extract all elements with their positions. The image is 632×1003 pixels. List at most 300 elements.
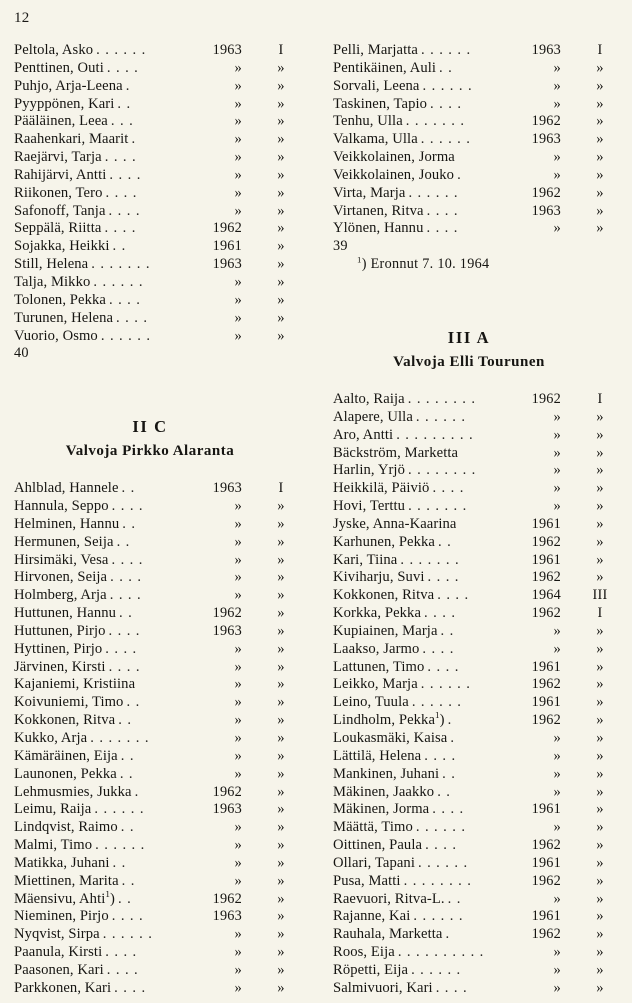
entry-name: Tolonen, Pekka . . . . <box>14 291 141 308</box>
left-list-total: 40 <box>14 345 29 362</box>
roster-entry <box>12 78 312 96</box>
entry-grade: » <box>277 819 285 836</box>
entry-name: Jyske, Anna-Kaarina <box>333 515 457 532</box>
entry-year: 1962 <box>212 220 242 237</box>
roster-entry <box>331 60 631 78</box>
roster-entry <box>331 462 631 480</box>
entry-grade: » <box>277 166 285 183</box>
entry-year: » <box>234 131 242 148</box>
entry-name: Puhjo, Arja-Leena . <box>14 77 131 94</box>
roster-entry <box>12 238 312 256</box>
entry-name: Ahlblad, Hannele . . <box>14 480 136 497</box>
leader-dots: . <box>457 166 462 183</box>
entry-name: Raejärvi, Tarja . . . . <box>14 149 137 166</box>
leader-dots: . . . . <box>111 908 144 925</box>
entry-year: » <box>553 819 561 836</box>
roster-entry <box>12 167 312 185</box>
roster-entry <box>12 980 312 998</box>
roster-entry <box>331 855 631 873</box>
entry-year: » <box>234 166 242 183</box>
leader-dots: . . . . <box>108 622 141 639</box>
leader-dots: . . . . <box>435 979 468 996</box>
entry-name: Kokkonen, Ritva . . . . <box>333 587 470 604</box>
entry-year: » <box>234 113 242 130</box>
entry-grade: » <box>596 551 604 568</box>
roster-entry <box>331 641 631 659</box>
entry-year: » <box>553 408 561 425</box>
entry-name: Seppälä, Riitta . . . . <box>14 220 137 237</box>
entry-grade: » <box>277 498 285 515</box>
leader-dots: . . . . <box>427 569 460 586</box>
entry-year: » <box>234 944 242 961</box>
entry-year: » <box>553 890 561 907</box>
entry-grade: I <box>278 42 284 58</box>
entry-year: » <box>234 77 242 94</box>
roster-entry <box>331 926 631 944</box>
roster-entry <box>12 113 312 131</box>
entry-grade: » <box>596 569 604 586</box>
roster-entry <box>331 873 631 891</box>
entry-name: Kiviharju, Suvi . . . . <box>333 569 460 586</box>
entry-name: Valkama, Ulla . . . . . . <box>333 131 471 148</box>
roster-entry <box>12 96 312 114</box>
roster-entry <box>12 569 312 587</box>
entry-name: Aro, Antti . . . . . . . . . <box>333 426 474 443</box>
spacer <box>331 274 631 328</box>
roster-entry <box>12 730 312 748</box>
entry-name: Mäkinen, Jaakko . . <box>333 783 451 800</box>
entry-year: » <box>553 730 561 746</box>
entry-grade: » <box>596 872 604 889</box>
leader-dots: . . . . <box>432 480 465 497</box>
roster-entry <box>331 801 631 819</box>
leader-dots: . . . . <box>109 587 142 604</box>
entry-name: Hannula, Seppo . . . . <box>14 498 144 515</box>
entry-name: Rajanne, Kai . . . . . . <box>333 908 464 925</box>
footnote-text: ) Eronnut 7. 10. 1964 <box>361 256 490 273</box>
entry-grade: » <box>277 273 285 290</box>
entry-grade: » <box>277 309 285 326</box>
leader-dots: . . . . . . <box>102 926 153 943</box>
entry-grade: » <box>596 462 604 479</box>
entry-grade: » <box>596 59 604 76</box>
entry-grade: » <box>596 730 604 746</box>
entry-year: 1961 <box>531 551 561 568</box>
entry-year: 1961 <box>531 694 561 711</box>
leader-dots: . <box>125 77 131 94</box>
entry-grade: » <box>277 569 285 586</box>
section-supervisor-iiia: Valvoja Elli Tourunen <box>393 353 545 370</box>
roster-entry <box>331 552 631 570</box>
entry-year: 1961 <box>531 854 561 871</box>
leader-dots: . . <box>438 533 452 550</box>
entry-year: » <box>234 515 242 532</box>
roster-entry <box>12 659 312 677</box>
roster-entry <box>331 784 631 802</box>
roster-entry <box>331 498 631 516</box>
entry-name: Huttunen, Pirjo . . . . <box>14 622 141 639</box>
entry-grade: I <box>597 605 603 622</box>
leader-dots: . . . . . . <box>420 131 471 148</box>
entry-year: 1962 <box>531 533 561 550</box>
entry-grade: » <box>277 622 285 639</box>
entry-name: Laakso, Jarmo . . . . <box>333 640 455 657</box>
roster-entry <box>331 42 631 60</box>
entry-grade: » <box>596 890 604 907</box>
roster-entry <box>12 873 312 891</box>
leader-dots: . . . . <box>106 961 139 978</box>
entry-year: » <box>553 498 561 515</box>
leader-dots: . . . . . . . <box>91 256 151 273</box>
roster-entry <box>331 96 631 114</box>
leader-dots: . . . . . . <box>413 908 464 925</box>
entry-year: » <box>553 149 561 166</box>
entry-grade: » <box>277 872 285 889</box>
roster-entry <box>331 78 631 96</box>
roster-entry <box>12 328 312 346</box>
entry-year: 1962 <box>531 712 561 729</box>
entry-grade: » <box>277 327 285 344</box>
roster-entry <box>331 445 631 463</box>
leader-dots: . . . . . . . <box>408 498 468 515</box>
entry-name: Lattunen, Timo . . . . <box>333 658 460 675</box>
entry-year: 1962 <box>212 783 242 800</box>
leader-dots: . . . . . . <box>420 676 471 693</box>
roster-entry <box>12 944 312 962</box>
leader-dots: . . <box>117 95 132 112</box>
roster-entry <box>331 908 631 926</box>
entry-grade: » <box>596 408 604 425</box>
entry-year: » <box>234 291 242 308</box>
section-iic-list <box>12 480 312 997</box>
entry-grade: » <box>277 730 285 746</box>
entry-grade: I <box>597 390 603 407</box>
roster-entry <box>12 926 312 944</box>
entry-name: Taskinen, Tapio . . . . <box>333 95 462 112</box>
roster-entry <box>331 534 631 552</box>
entry-year: » <box>553 59 561 76</box>
leader-dots: . . <box>440 622 455 639</box>
roster-entry <box>331 766 631 784</box>
entry-grade: » <box>277 783 285 800</box>
entry-year: » <box>234 587 242 604</box>
entry-name: Peltola, Asko . . . . . . <box>14 42 147 58</box>
roster-entry <box>331 819 631 837</box>
roster-entry <box>331 427 631 445</box>
entry-grade: » <box>596 166 604 183</box>
entry-grade: » <box>277 184 285 201</box>
entry-year: » <box>234 730 242 746</box>
entry-year: » <box>234 854 242 871</box>
entry-name: Leimu, Raija . . . . . . <box>14 801 145 818</box>
entry-name: Hirvonen, Seija . . . . <box>14 569 142 586</box>
roster-entry <box>331 220 631 238</box>
leader-dots: . <box>447 712 453 729</box>
entry-year: 1963 <box>212 256 242 273</box>
leader-dots: . . . . <box>108 202 141 219</box>
entry-name: Rahijärvi, Antti . . . . <box>14 166 142 183</box>
entry-year: » <box>234 498 242 515</box>
entry-year: » <box>553 480 561 497</box>
section-heading-iiia: III A <box>447 327 491 347</box>
entry-grade: » <box>277 95 285 112</box>
entry-year: » <box>234 551 242 568</box>
entry-year: 1964 <box>531 587 561 604</box>
entry-year: » <box>234 95 242 112</box>
roster-entry <box>331 891 631 909</box>
roster-entry <box>331 730 631 748</box>
entry-grade: » <box>596 533 604 550</box>
entry-name: Mäensivu, Ahti$^1$) . . <box>14 890 132 907</box>
leader-dots: . . . . <box>422 640 455 657</box>
entry-name: Hovi, Terttu . . . . . . . <box>333 498 468 515</box>
entry-name: Pyyppönen, Kari . . <box>14 95 132 112</box>
entry-name: Tenhu, Ulla . . . . . . . <box>333 113 465 130</box>
entry-grade: » <box>277 854 285 871</box>
roster-entry <box>12 694 312 712</box>
entry-year: 1962 <box>531 926 561 943</box>
entry-grade: III <box>592 587 608 604</box>
leader-dots: . . <box>126 694 141 711</box>
roster-entry <box>331 676 631 694</box>
entry-name: Roos, Eija . . . . . . . . . . <box>333 944 485 961</box>
entry-name: Ollari, Tapani . . . . . . <box>333 854 469 871</box>
entry-year: » <box>553 462 561 479</box>
leader-dots: . . . . . . . . <box>403 872 472 889</box>
leader-dots: . . . . . . . . . . <box>397 944 485 961</box>
entry-year: » <box>234 184 242 201</box>
entry-grade: » <box>596 747 604 764</box>
roster-entry <box>331 203 631 221</box>
roster-entry <box>331 605 631 623</box>
leader-dots: . . <box>121 872 136 889</box>
leader-dots: . . . . <box>424 747 457 764</box>
roster-entry <box>12 256 312 274</box>
roster-entry <box>12 676 312 694</box>
entry-year: » <box>234 819 242 836</box>
entry-year: 1963 <box>212 480 242 497</box>
leader-dots: . . . . . . <box>408 184 459 201</box>
entry-grade: » <box>596 658 604 675</box>
entry-name: Mäkinen, Jorma . . . . <box>333 801 465 818</box>
leader-dots: . . . . . . <box>417 854 469 871</box>
leader-dots: . . . . <box>104 220 137 237</box>
leader-dots: . <box>445 926 451 943</box>
entry-year: » <box>553 166 561 183</box>
entry-grade: » <box>596 854 604 871</box>
entry-year: » <box>234 59 242 76</box>
entry-grade: » <box>277 801 285 818</box>
entry-year: » <box>234 149 242 166</box>
leader-dots: . . . . . . <box>95 837 146 854</box>
spacer <box>331 371 631 391</box>
entry-year: 1963 <box>531 202 561 219</box>
roster-entry <box>331 391 631 409</box>
entry-grade: » <box>596 712 604 729</box>
roster-entry <box>12 185 312 203</box>
entry-grade: » <box>596 77 604 94</box>
entry-year: 1962 <box>212 890 242 907</box>
roster-entry <box>12 587 312 605</box>
entry-name: Sorvali, Leena . . . . . . <box>333 77 473 94</box>
page-number: 12 <box>14 10 30 26</box>
leader-dots: . . . . . . <box>93 273 144 290</box>
entry-grade: » <box>596 694 604 711</box>
entry-grade: » <box>277 694 285 711</box>
roster-entry <box>12 42 312 60</box>
entry-year: 1961 <box>531 801 561 818</box>
entry-name: Kokkonen, Ritva . . <box>14 712 132 729</box>
roster-entry <box>12 908 312 926</box>
entry-name: Rauhala, Marketta . <box>333 926 451 943</box>
entry-grade: » <box>277 515 285 532</box>
leader-dots: . . <box>119 765 134 782</box>
leader-dots: . . <box>122 515 136 532</box>
entry-name: Kajaniemi, Kristiina <box>14 676 136 693</box>
entry-name: Pelli, Marjatta . . . . . . <box>333 42 472 58</box>
entry-year: 1963 <box>531 42 561 58</box>
entry-name: Talja, Mikko . . . . . . <box>14 273 144 290</box>
roster-entry <box>331 962 631 980</box>
leader-dots: . . . . . . . . <box>407 390 476 407</box>
leader-dots: . . . . . . <box>421 42 472 58</box>
roster-entry <box>12 891 312 909</box>
leader-dots: . . . . <box>426 202 459 219</box>
entry-grade: » <box>596 926 604 943</box>
entry-name: Karhunen, Pekka . . <box>333 533 452 550</box>
entry-grade: I <box>597 42 603 58</box>
entry-grade: » <box>277 712 285 729</box>
roster-entry <box>12 552 312 570</box>
right-column <box>331 42 631 998</box>
roster-entry <box>12 855 312 873</box>
roster-entry <box>331 185 631 203</box>
leader-dots: . . <box>112 854 127 871</box>
entry-name: Kukko, Arja . . . . . . . <box>14 730 150 746</box>
entry-grade: » <box>277 926 285 943</box>
roster-entry <box>331 944 631 962</box>
entry-name: Lindholm, Pekka$^1$) . <box>333 712 453 729</box>
entry-footnote-marker: 1 <box>105 890 111 899</box>
roster-entry <box>12 203 312 221</box>
entry-year: » <box>553 95 561 112</box>
roster-entry <box>331 480 631 498</box>
entry-grade: » <box>596 444 604 461</box>
entry-name: Sojakka, Heikki . . <box>14 238 127 255</box>
entry-name: Raevuori, Ritva-L. . . <box>333 890 462 907</box>
entry-name: Malmi, Timo . . . . . . <box>14 837 146 854</box>
entry-year: » <box>234 979 242 996</box>
leader-dots: . . . . . . <box>94 801 145 818</box>
entry-year: 1962 <box>531 872 561 889</box>
entry-year: » <box>234 872 242 889</box>
roster-entry <box>331 167 631 185</box>
leader-dots: . . <box>120 819 135 836</box>
entry-grade: » <box>596 640 604 657</box>
roster-entry <box>12 837 312 855</box>
leader-dots: . <box>131 131 137 148</box>
entry-year: 1961 <box>531 515 561 532</box>
entry-name: Kämäräinen, Eija . . <box>14 747 135 764</box>
entry-year: » <box>553 220 561 237</box>
entry-year: 1963 <box>212 801 242 818</box>
leader-dots: . . <box>120 747 135 764</box>
roster-entry <box>331 149 631 167</box>
roster-entry <box>12 962 312 980</box>
entry-year: 1961 <box>531 908 561 925</box>
entry-name: Nieminen, Pirjo . . . . <box>14 908 144 925</box>
roster-entry <box>12 623 312 641</box>
entry-name: Leino, Tuula . . . . . . <box>333 694 462 711</box>
entry-year: 1962 <box>531 569 561 586</box>
entry-grade: » <box>277 202 285 219</box>
leader-dots: . . . . <box>427 658 460 675</box>
entry-year: » <box>234 309 242 326</box>
footnote-eronnut <box>331 256 631 274</box>
leader-dots: . . <box>116 533 131 550</box>
entry-name: Leikko, Marja . . . . . . <box>333 676 471 693</box>
entry-name: Pusa, Matti . . . . . . . . <box>333 872 472 889</box>
entry-year: » <box>553 961 561 978</box>
leader-dots: . . <box>442 765 456 782</box>
entry-name: Ylönen, Hannu . . . . <box>333 220 459 237</box>
section-heading-iic: II C <box>132 417 168 437</box>
entry-name: Safonoff, Tanja . . . . <box>14 202 141 219</box>
entry-grade: » <box>596 819 604 836</box>
entry-grade: » <box>277 220 285 237</box>
entry-grade: » <box>277 77 285 94</box>
entry-grade: » <box>277 291 285 308</box>
roster-entry <box>12 220 312 238</box>
roster-entry <box>331 131 631 149</box>
entry-grade: » <box>277 640 285 657</box>
entry-grade: » <box>596 765 604 782</box>
entry-grade: » <box>596 498 604 515</box>
roster-entry <box>12 480 312 498</box>
leader-dots: . . . . . . <box>411 694 462 711</box>
entry-year: » <box>234 273 242 290</box>
section-iiia-list <box>331 391 631 998</box>
entry-grade: » <box>277 256 285 273</box>
entry-grade: » <box>596 801 604 818</box>
entry-grade: » <box>277 113 285 130</box>
entry-year: » <box>234 694 242 711</box>
leader-dots: . . . . . . <box>415 819 466 836</box>
roster-entry <box>12 60 312 78</box>
entry-name: Lehmusmies, Jukka . <box>14 783 140 800</box>
roster-entry <box>331 837 631 855</box>
entry-year: » <box>234 658 242 675</box>
entry-year: » <box>234 202 242 219</box>
roster-entry <box>12 516 312 534</box>
entry-grade: » <box>277 587 285 604</box>
leader-dots: . . . . <box>110 569 142 586</box>
leader-dots: . . <box>118 712 132 729</box>
entry-year: » <box>234 926 242 943</box>
leader-dots: . . . . . . <box>422 77 473 94</box>
entry-name: Turunen, Helena . . . . <box>14 309 148 326</box>
entry-grade: » <box>277 676 285 693</box>
entry-year: » <box>553 783 561 800</box>
roster-entry <box>12 605 312 623</box>
entry-name: Salmivuori, Kari . . . . <box>333 979 468 996</box>
entry-name: Matikka, Juhani . . <box>14 854 127 871</box>
leader-dots: . . <box>437 783 451 800</box>
entry-grade: » <box>277 944 285 961</box>
entry-grade: » <box>277 890 285 907</box>
entry-name: Virta, Marja . . . . . . <box>333 184 459 201</box>
entry-name: Määttä, Timo . . . . . . <box>333 819 466 836</box>
